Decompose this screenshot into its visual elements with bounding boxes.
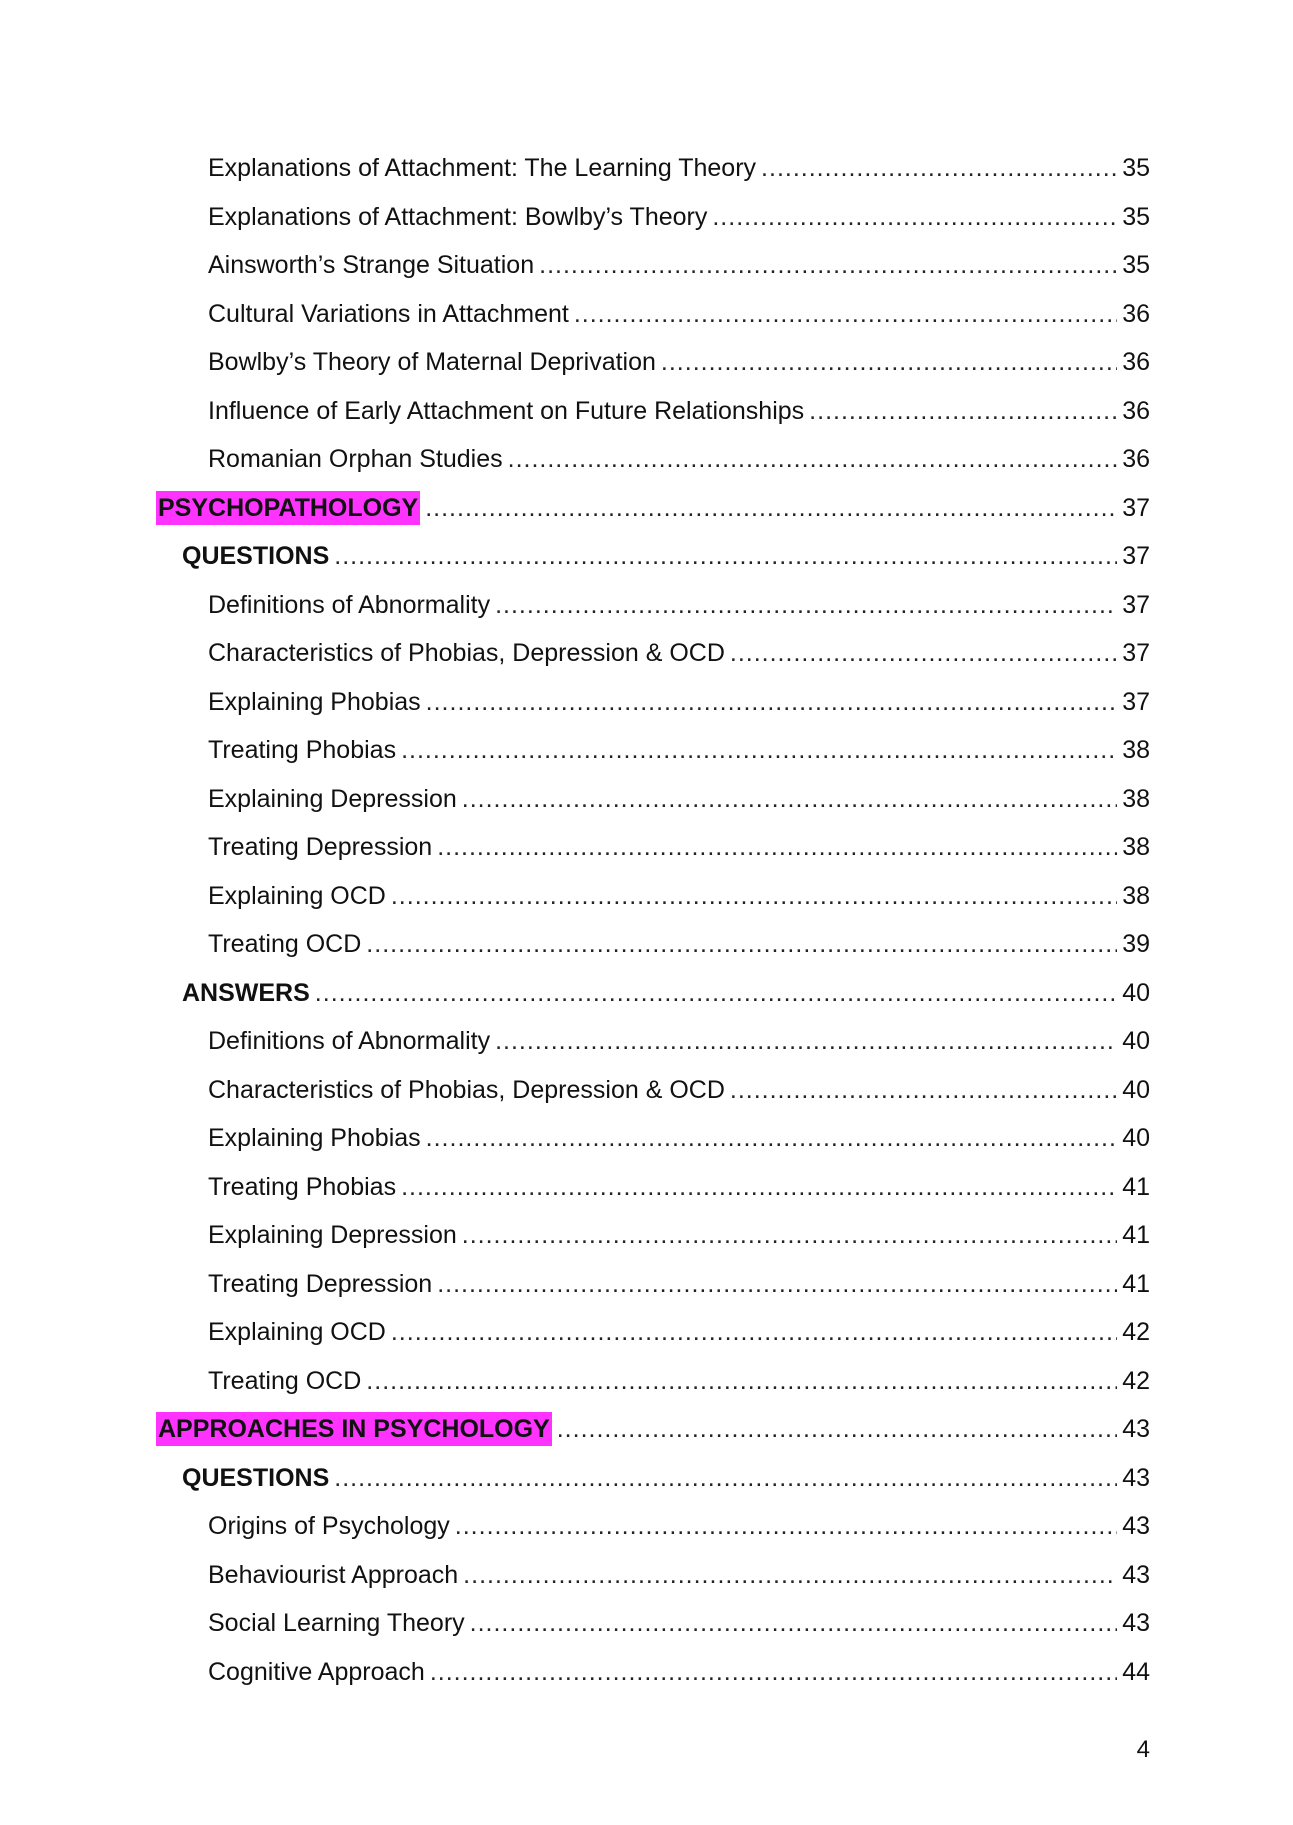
- dot-leader: [463, 1555, 1117, 1595]
- toc-entry[interactable]: [208, 585, 1150, 625]
- toc-entry-title: Characteristics of Phobias, Depression & OCD: [208, 1076, 725, 1104]
- toc-entry-page: 37: [1122, 688, 1150, 716]
- toc-section-heading[interactable]: [156, 488, 1150, 528]
- dot-leader: [495, 585, 1117, 625]
- toc-entry[interactable]: [208, 682, 1150, 722]
- toc-entry[interactable]: [208, 1555, 1150, 1595]
- toc-entry-page: 37: [1122, 591, 1150, 619]
- dot-leader: [437, 827, 1117, 867]
- toc-entry-title: Origins of Psychology: [208, 1512, 450, 1540]
- toc-entry[interactable]: [208, 779, 1150, 819]
- toc-entry-page: 36: [1122, 348, 1150, 376]
- toc-entry-page: 40: [1122, 1124, 1150, 1152]
- toc-entry-title: Explaining Phobias: [208, 688, 421, 716]
- toc-entry-title: ANSWERS: [182, 979, 310, 1007]
- toc-entry-title: Explaining OCD: [208, 1318, 386, 1346]
- toc-entry[interactable]: [208, 1264, 1150, 1304]
- toc-subsection-heading[interactable]: [182, 973, 1150, 1013]
- toc-entry[interactable]: [208, 1070, 1150, 1110]
- toc-entry[interactable]: [208, 1652, 1150, 1692]
- toc-entry[interactable]: [208, 1312, 1150, 1352]
- dot-leader: [508, 439, 1118, 479]
- dot-leader: [455, 1506, 1117, 1546]
- toc-subsection-heading[interactable]: [182, 536, 1150, 576]
- toc-entry-page: 43: [1122, 1512, 1150, 1540]
- dot-leader: [557, 1409, 1117, 1449]
- dot-leader: [730, 1070, 1117, 1110]
- toc-entry-page: 37: [1122, 639, 1150, 667]
- toc-entry[interactable]: [208, 148, 1150, 188]
- toc-entry-title: Treating OCD: [208, 930, 362, 958]
- dot-leader: [426, 682, 1118, 722]
- toc-entry[interactable]: [208, 1021, 1150, 1061]
- dot-leader: [462, 1215, 1117, 1255]
- toc-entry[interactable]: [208, 1506, 1150, 1546]
- toc-entry-page: 35: [1122, 154, 1150, 182]
- toc-entry-title: Explanations of Attachment: The Learning Theory: [208, 154, 757, 182]
- toc-entry-title: APPROACHES IN PSYCHOLOGY: [156, 1412, 552, 1446]
- toc-entry[interactable]: [208, 245, 1150, 285]
- toc-entry[interactable]: [208, 1167, 1150, 1207]
- dot-leader: [574, 294, 1117, 334]
- toc-entry[interactable]: [208, 1215, 1150, 1255]
- toc-entry-title: Ainsworth’s Strange Situation: [208, 251, 535, 279]
- toc-entry-page: 42: [1122, 1318, 1150, 1346]
- toc-entry-title: Cognitive Approach: [208, 1658, 425, 1686]
- toc-entry[interactable]: [208, 391, 1150, 431]
- dot-leader: [366, 924, 1117, 964]
- toc-entry-title: Definitions of Abnormality: [208, 591, 491, 619]
- toc-entry[interactable]: [208, 924, 1150, 964]
- toc-entry-page: 40: [1122, 979, 1150, 1007]
- dot-leader: [425, 488, 1117, 528]
- toc-entry[interactable]: [208, 827, 1150, 867]
- dot-leader: [712, 197, 1117, 237]
- toc-entry-page: 35: [1122, 203, 1150, 231]
- toc-entry-page: 41: [1122, 1173, 1150, 1201]
- toc-entry-title: Treating Depression: [208, 1270, 433, 1298]
- toc-entry-page: 37: [1122, 542, 1150, 570]
- dot-leader: [401, 1167, 1117, 1207]
- toc-entry[interactable]: [208, 342, 1150, 382]
- toc-entry-page: 40: [1122, 1027, 1150, 1055]
- toc-entry-page: 36: [1122, 445, 1150, 473]
- toc-entry[interactable]: [208, 1118, 1150, 1158]
- toc-entry-title: Treating Phobias: [208, 1173, 397, 1201]
- toc-entry-page: 43: [1122, 1464, 1150, 1492]
- toc-entry-title: Cultural Variations in Attachment: [208, 300, 569, 328]
- toc-entry[interactable]: [208, 294, 1150, 334]
- toc-entry-title: Definitions of Abnormality: [208, 1027, 491, 1055]
- toc-entry-page: 41: [1122, 1221, 1150, 1249]
- toc-entry[interactable]: [208, 876, 1150, 916]
- page-number: 4: [1136, 1736, 1150, 1763]
- toc-entry-title: Explaining OCD: [208, 882, 386, 910]
- toc-entry-page: 44: [1122, 1658, 1150, 1686]
- toc-entry-page: 43: [1122, 1415, 1150, 1443]
- dot-leader: [334, 1458, 1117, 1498]
- toc-entry-title: Treating Depression: [208, 833, 433, 861]
- toc-entry[interactable]: [208, 197, 1150, 237]
- toc-entry-title: QUESTIONS: [182, 542, 330, 570]
- toc-entry[interactable]: [208, 439, 1150, 479]
- toc-entry-title: Treating OCD: [208, 1367, 362, 1395]
- toc-entry-title: Bowlby’s Theory of Maternal Deprivation: [208, 348, 656, 376]
- dot-leader: [730, 633, 1117, 673]
- dot-leader: [366, 1361, 1117, 1401]
- toc-entry-page: 38: [1122, 882, 1150, 910]
- toc-entry-title: Social Learning Theory: [208, 1609, 465, 1637]
- toc-entry-title: PSYCHOPATHOLOGY: [156, 491, 420, 525]
- toc-entry-title: Behaviourist Approach: [208, 1561, 459, 1589]
- toc-entry-page: 43: [1122, 1561, 1150, 1589]
- toc-entry-title: Characteristics of Phobias, Depression & OCD: [208, 639, 725, 667]
- toc-entry-title: Explanations of Attachment: Bowlby’s Theory: [208, 203, 708, 231]
- toc-entry-title: Romanian Orphan Studies: [208, 445, 503, 473]
- toc-entry-title: Explaining Phobias: [208, 1124, 421, 1152]
- dot-leader: [809, 391, 1117, 431]
- dot-leader: [462, 779, 1117, 819]
- dot-leader: [430, 1652, 1117, 1692]
- toc-entry-page: 38: [1122, 833, 1150, 861]
- toc-entry-title: Influence of Early Attachment on Future Relationships: [208, 397, 805, 425]
- dot-leader: [761, 148, 1117, 188]
- dot-leader: [334, 536, 1117, 576]
- toc-entry-page: 41: [1122, 1270, 1150, 1298]
- toc-entry-page: 38: [1122, 736, 1150, 764]
- toc-entry-page: 38: [1122, 785, 1150, 813]
- toc-entry[interactable]: [208, 1603, 1150, 1643]
- toc-entry-page: 40: [1122, 1076, 1150, 1104]
- dot-leader: [437, 1264, 1117, 1304]
- toc-entry-title: QUESTIONS: [182, 1464, 330, 1492]
- toc-entry-page: 42: [1122, 1367, 1150, 1395]
- dot-leader: [661, 342, 1117, 382]
- toc-entry-title: Treating Phobias: [208, 736, 397, 764]
- toc-entry[interactable]: [208, 633, 1150, 673]
- dot-leader: [391, 876, 1117, 916]
- dot-leader: [470, 1603, 1118, 1643]
- toc-section-heading[interactable]: [156, 1409, 1150, 1449]
- toc-entry-page: 36: [1122, 300, 1150, 328]
- toc-subsection-heading[interactable]: [182, 1458, 1150, 1498]
- dot-leader: [391, 1312, 1117, 1352]
- dot-leader: [426, 1118, 1118, 1158]
- toc-entry-page: 39: [1122, 930, 1150, 958]
- toc-entry-title: Explaining Depression: [208, 785, 457, 813]
- toc-entry-page: 37: [1122, 494, 1150, 522]
- dot-leader: [315, 973, 1117, 1013]
- toc-entry-page: 35: [1122, 251, 1150, 279]
- toc-entry[interactable]: [208, 1361, 1150, 1401]
- toc-entry-page: 36: [1122, 397, 1150, 425]
- toc-entry[interactable]: [208, 730, 1150, 770]
- dot-leader: [539, 245, 1117, 285]
- dot-leader: [401, 730, 1117, 770]
- toc-entry-title: Explaining Depression: [208, 1221, 457, 1249]
- toc-entry-page: 43: [1122, 1609, 1150, 1637]
- dot-leader: [495, 1021, 1117, 1061]
